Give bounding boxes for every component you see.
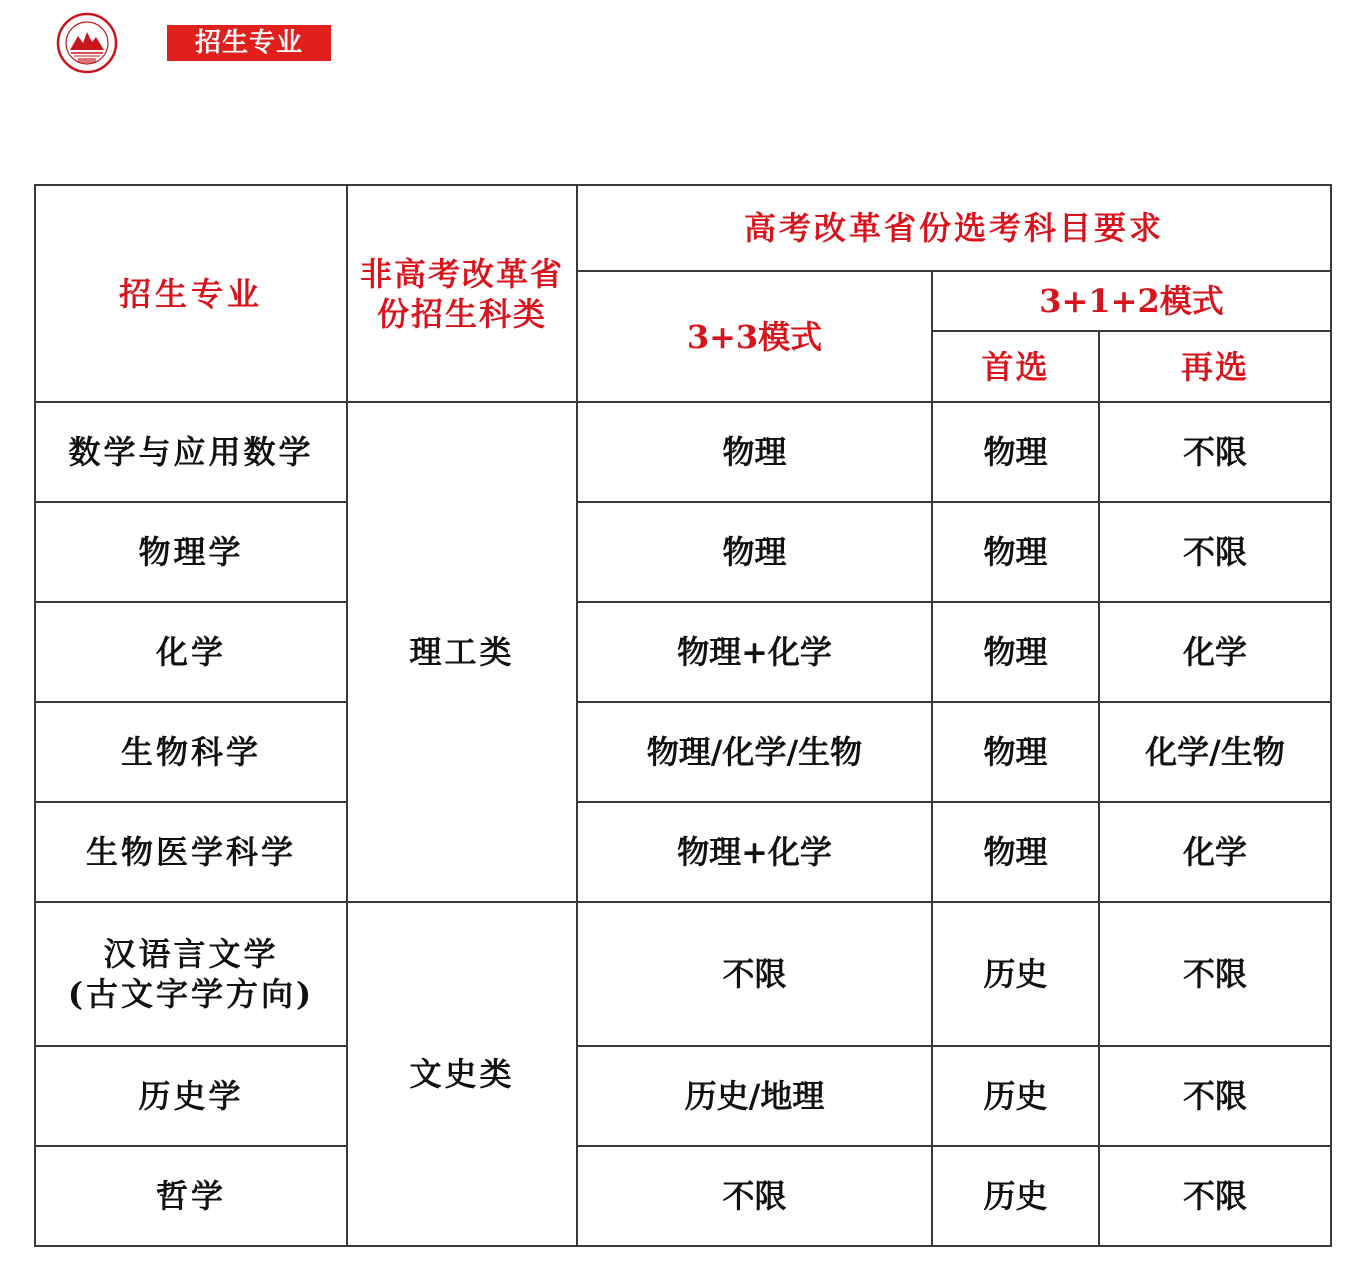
second-choice-cell: 不限: [1099, 902, 1331, 1046]
second-choice-cell: 化学: [1099, 802, 1331, 902]
second-choice-cell: 化学: [1099, 602, 1331, 702]
major-cell: 数学与应用数学: [35, 402, 347, 502]
header-reform-requirements: 高考改革省份选考科目要求: [577, 185, 1331, 271]
first-choice-cell: 物理: [932, 802, 1099, 902]
header-major: 招生专业: [35, 185, 347, 402]
header-mode-3-3: 3+3模式: [577, 271, 932, 402]
major-cell: 生物医学科学: [35, 802, 347, 902]
second-choice-cell: 不限: [1099, 402, 1331, 502]
table-row: [35, 402, 1331, 502]
table-header-row: [35, 185, 1331, 271]
major-cell-line2: (古文字学方向): [67, 975, 315, 1013]
table-row: [35, 1146, 1331, 1246]
mode33-cell: 不限: [577, 1146, 932, 1246]
header-category: [347, 185, 577, 402]
table-row: [35, 702, 1331, 802]
section-badge: 招生专业: [167, 25, 331, 61]
major-cell: 哲学: [35, 1146, 347, 1246]
table-row: [35, 802, 1331, 902]
first-choice-cell: 历史: [932, 1046, 1099, 1146]
first-choice-cell: 历史: [932, 1146, 1099, 1246]
second-choice-cell: 不限: [1099, 1046, 1331, 1146]
mode33-cell: 物理+化学: [577, 802, 932, 902]
major-cell: 化学: [35, 602, 347, 702]
header-second-choice: 再选: [1099, 331, 1331, 402]
second-choice-cell: 不限: [1099, 502, 1331, 602]
mode33-cell: 历史/地理: [577, 1046, 932, 1146]
mode33-cell: 物理: [577, 502, 932, 602]
subject-requirements-table: [34, 184, 1332, 1247]
mode33-cell: 物理+化学: [577, 602, 932, 702]
header-mode-3-1-2: 3+1+2模式: [932, 271, 1331, 331]
mode33-cell: 物理/化学/生物: [577, 702, 932, 802]
table-row: [35, 502, 1331, 602]
mode33-cell: 物理: [577, 402, 932, 502]
mode33-cell: 不限: [577, 902, 932, 1046]
category-arts: 文史类: [347, 902, 577, 1246]
major-cell: 生物科学: [35, 702, 347, 802]
major-cell-line1: 汉语言文学: [103, 935, 279, 973]
major-cell: 物理学: [35, 502, 347, 602]
table-row: [35, 902, 1331, 1046]
major-cell: [35, 902, 347, 1046]
first-choice-cell: 物理: [932, 702, 1099, 802]
first-choice-cell: 物理: [932, 402, 1099, 502]
first-choice-cell: 物理: [932, 602, 1099, 702]
category-science: 理工类: [347, 402, 577, 902]
university-seal-icon: [56, 12, 118, 74]
table-row: [35, 602, 1331, 702]
table-row: [35, 1046, 1331, 1146]
second-choice-cell: 化学/生物: [1099, 702, 1331, 802]
second-choice-cell: 不限: [1099, 1146, 1331, 1246]
header-first-choice: 首选: [932, 331, 1099, 402]
first-choice-cell: 历史: [932, 902, 1099, 1046]
header-category-line2: 份招生科类: [376, 294, 547, 333]
major-cell: 历史学: [35, 1046, 347, 1146]
first-choice-cell: 物理: [932, 502, 1099, 602]
header-category-line1: 非高考改革省: [359, 254, 564, 293]
